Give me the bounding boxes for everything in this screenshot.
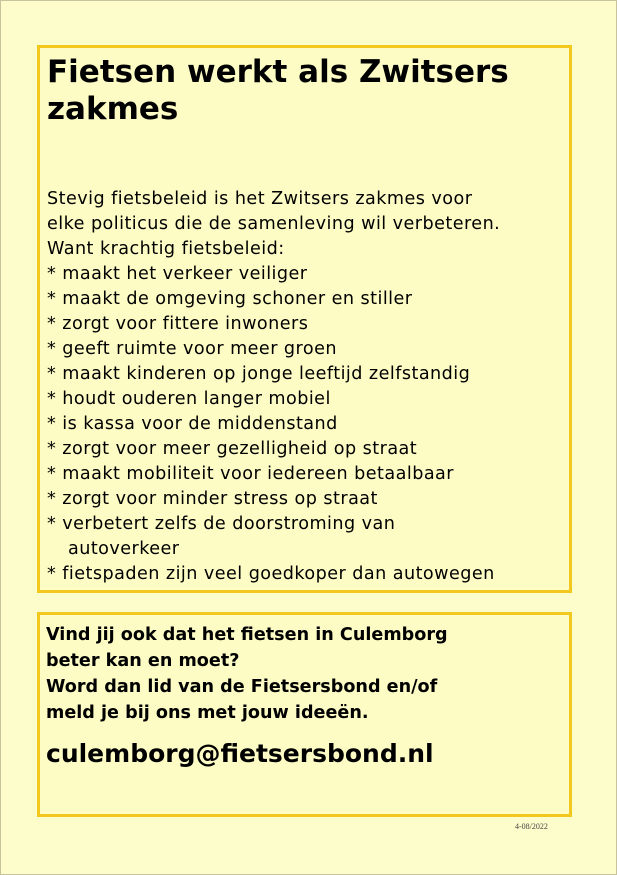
bullet-item: * verbetert zelfs de doorstroming van bbox=[47, 514, 396, 534]
callout-line: meld je bij ons met jouw ideeën. bbox=[46, 703, 369, 723]
callout-text bbox=[46, 622, 566, 726]
bullet-item: * zorgt voor meer gezelligheid op straat bbox=[47, 439, 418, 459]
page-title: Fietsen werkt als Zwitsers zakmes bbox=[47, 54, 509, 127]
callout-box bbox=[37, 612, 572, 817]
bullet-item: * maakt het verkeer veiliger bbox=[47, 264, 308, 284]
bullet-item: * geeft ruimte voor meer groen bbox=[47, 339, 337, 359]
callout-line: Word dan lid van de Fietsersbond en/of bbox=[46, 677, 438, 697]
bullet-item: * zorgt voor minder stress op straat bbox=[47, 489, 378, 509]
main-text-box bbox=[37, 45, 572, 593]
bullet-item: * zorgt voor fittere inwoners bbox=[47, 314, 309, 334]
bullet-item: * houdt ouderen langer mobiel bbox=[47, 389, 331, 409]
bullet-item: * fietspaden zijn veel goedkoper dan autowegen bbox=[47, 564, 495, 584]
intro-line: Stevig fietsbeleid is het Zwitsers zakmes voor bbox=[47, 189, 473, 209]
contact-email: culemborg@fietsersbond.nl bbox=[46, 739, 434, 768]
bullet-item-continuation: autoverkeer bbox=[68, 539, 180, 559]
date-stamp: 4-08/2022 bbox=[515, 822, 548, 831]
intro-line: elke politicus die de samenleving wil verbeteren. bbox=[47, 214, 501, 234]
callout-line: beter kan en moet? bbox=[46, 651, 240, 671]
callout-line: Vind jij ook dat het fietsen in Culemborg bbox=[46, 625, 448, 645]
bullet-item: * is kassa voor de middenstand bbox=[47, 414, 338, 434]
bullet-item: * maakt mobiliteit voor iedereen betaalbaar bbox=[47, 464, 454, 484]
intro-line: Want krachtig fietsbeleid: bbox=[47, 239, 285, 259]
bullet-item: * maakt de omgeving schoner en stiller bbox=[47, 289, 413, 309]
bullet-item: * maakt kinderen op jonge leeftijd zelfstandig bbox=[47, 364, 471, 384]
body-text bbox=[47, 187, 567, 587]
